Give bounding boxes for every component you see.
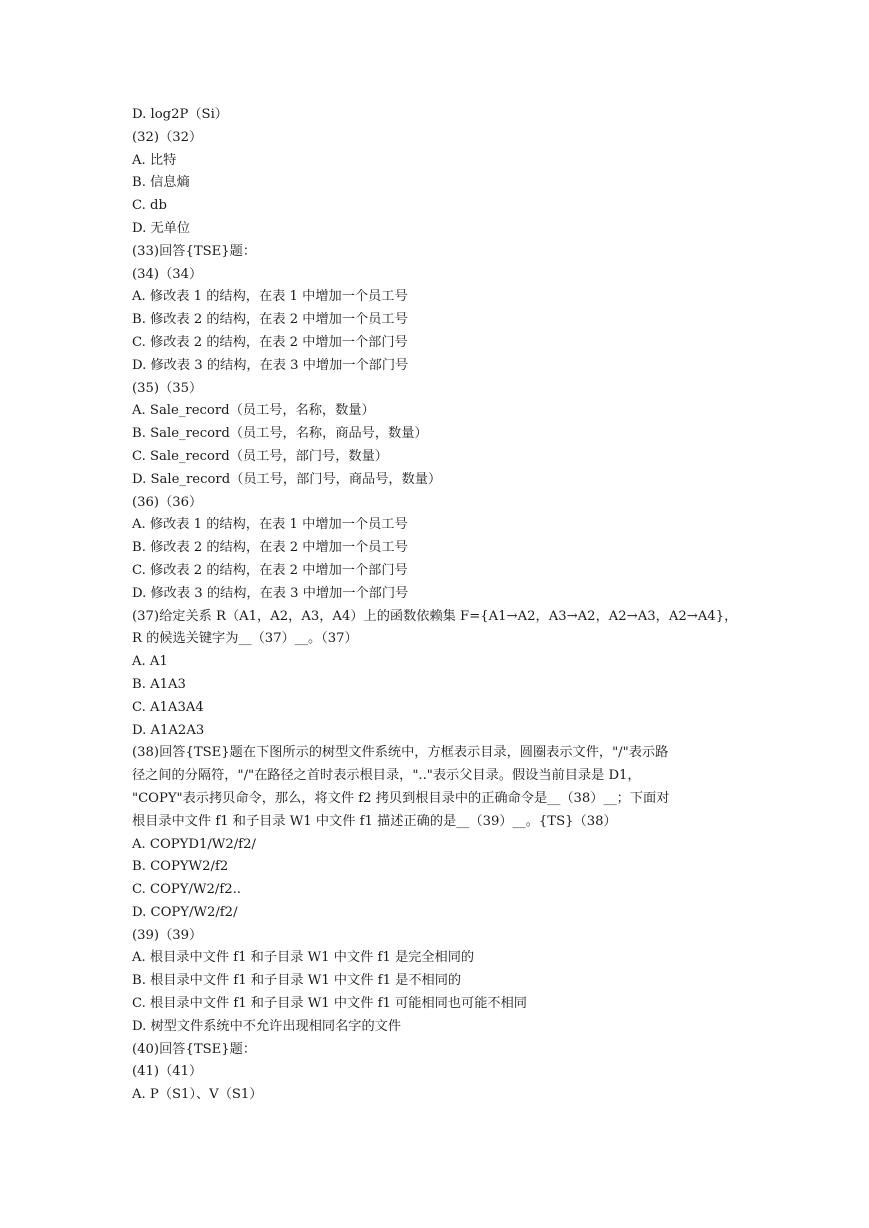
text-line: A. A1 [132,654,168,670]
text-line: B. 根目录中文件 f1 和子目录 W1 中文件 f1 是不相同的 [132,973,462,989]
text-line: C. A1A3A4 [132,699,204,715]
text-line: D. COPY/W2/f2/ [132,904,238,920]
text-line: B. Sale_record（员工号，名称，商品号，数量） [132,426,428,442]
text-line: "COPY"表示拷贝命令，那么，将文件 f2 拷贝到根目录中的正确命令是__（38）__；下面对 [132,790,670,806]
text-line: A. P（S1）、V（S1） [132,1087,263,1103]
text-line: 根目录中文件 f1 和子目录 W1 中文件 f1 描述正确的是__（39）__。{TS}（38） [132,813,617,829]
text-line: (34)（34） [132,266,203,282]
text-line: (32)（32） [132,129,203,145]
text-line: 径之间的分隔符，"/"在路径之首时表示根目录，".."表示父目录。假设当前目录是 D1， [132,768,641,784]
text-line: A. Sale_record（员工号，名称，数量） [132,403,375,419]
text-line: B. 修改表 2 的结构，在表 2 中增加一个员工号 [132,312,408,328]
text-line: C. db [132,198,167,214]
text-line: C. 根目录中文件 f1 和子目录 W1 中文件 f1 可能相同也可能不相同 [132,996,527,1012]
text-line: R 的候选关键字为__（37）__。（37） [132,631,358,647]
text-line: A. 修改表 1 的结构，在表 1 中增加一个员工号 [132,517,408,533]
text-line: (37)给定关系 R（A1，A2，A3，A4）上的函数依赖集 F={A1→A2，A3→A2，A2→A3，A2→A4}， [132,608,738,624]
text-line: (35)（35） [132,380,203,396]
text-line: D. 无单位 [132,220,191,236]
text-line: (36)（36） [132,494,203,510]
text-line: A. 比特 [132,152,177,168]
text-line: B. COPYW2/f2 [132,859,229,875]
text-line: (41)（41） [132,1064,203,1080]
text-line: (38)回答{TSE}题在下图所示的树型文件系统中，方框表示目录，圆圈表示文件，"/"表示路 [132,745,669,761]
text-line: (33)回答{TSE}题： [132,243,257,259]
text-line: D. 修改表 3 的结构，在表 3 中增加一个部门号 [132,357,409,373]
text-line: A. 修改表 1 的结构，在表 1 中增加一个员工号 [132,289,408,305]
text-line: C. 修改表 2 的结构，在表 2 中增加一个部门号 [132,562,408,578]
text-line: C. 修改表 2 的结构，在表 2 中增加一个部门号 [132,334,408,350]
text-line: (40)回答{TSE}题： [132,1041,257,1057]
text-line: B. A1A3 [132,676,186,692]
text-line: D. 树型文件系统中不允许出现相同名字的文件 [132,1018,402,1034]
text-line: A. COPYD1/W2/f2/ [132,836,256,852]
text-line: (39)（39） [132,927,203,943]
text-line: C. Sale_record（员工号，部门号，数量） [132,448,388,464]
text-line: D. Sale_record（员工号，部门号，商品号，数量） [132,471,442,487]
text-line: D. log2P（Si） [132,107,228,122]
text-line: D. 修改表 3 的结构，在表 3 中增加一个部门号 [132,585,409,601]
text-line: C. COPY/W2/f2.. [132,882,241,898]
document-body [132,104,752,1107]
text-line: A. 根目录中文件 f1 和子目录 W1 中文件 f1 是完全相同的 [132,950,475,966]
text-line: B. 修改表 2 的结构，在表 2 中增加一个员工号 [132,540,408,556]
text-line: B. 信息熵 [132,175,190,191]
text-line: D. A1A2A3 [132,722,205,738]
